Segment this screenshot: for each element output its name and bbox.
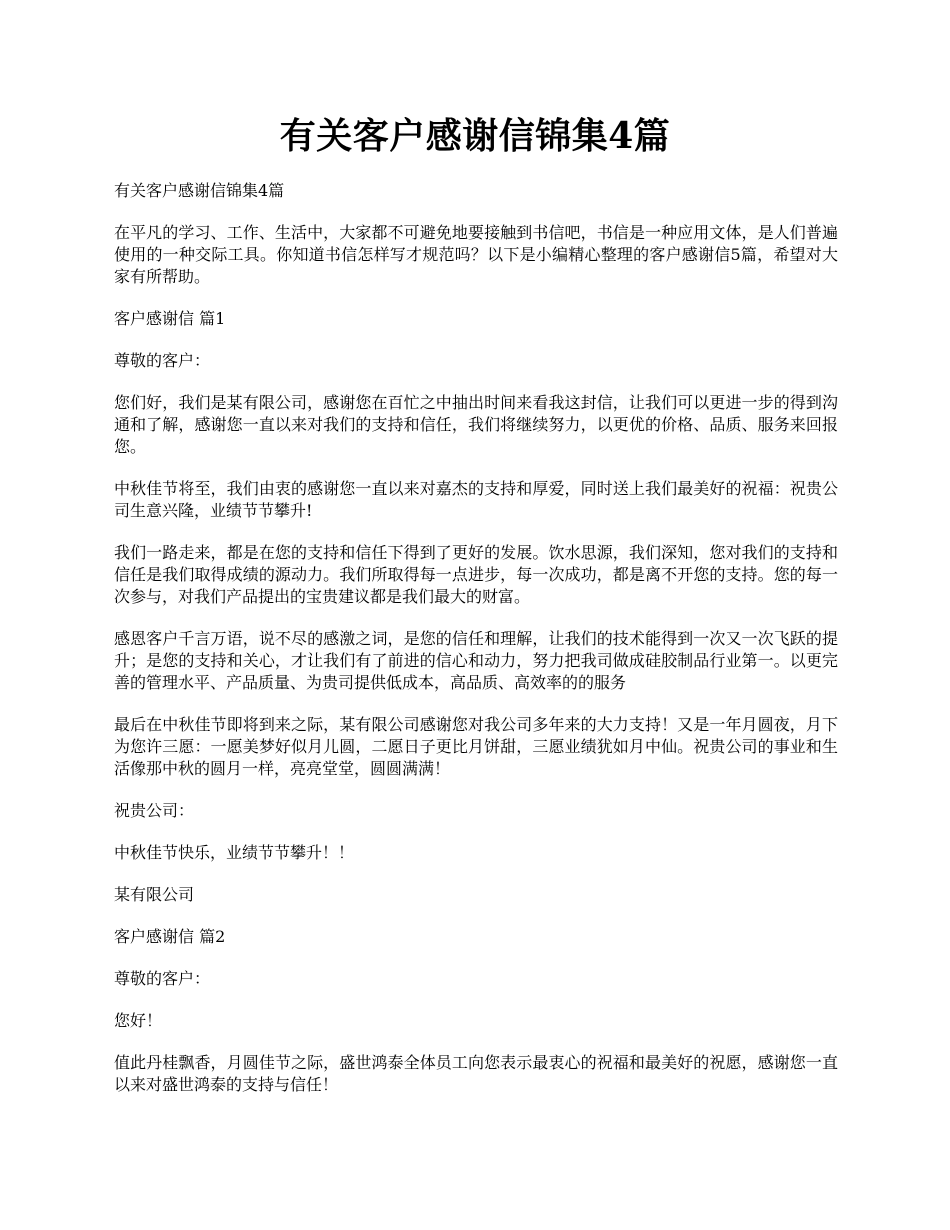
paragraph: 感恩客户千言万语，说不尽的感激之词，是您的信任和理解，让我们的技术能得到一次又一次飞跃的提升；是您的支持和关心，才让我们有了前进的信心和动力，努力把我司做成硅胶制品行业第一。以更完善的管理水平、产品质量、为贵司提供低成本，高品质、高效率的的服务 [114,629,838,692]
section-heading: 客户感谢信 篇2 [114,927,226,946]
paragraph: 您们好，我们是某有限公司，感谢您在百忙之中抽出时间来看我这封信，让我们可以更进一步的得到沟通和了解，感谢您一直以来对我们的支持和信任，我们将继续努力，以更优的价格、品质、服务来回报您。 [114,393,838,456]
section-heading: 客户感谢信 篇1 [114,309,226,328]
paragraph: 我们一路走来，都是在您的支持和信任下得到了更好的发展。饮水思源，我们深知，您对我们的支持和信任是我们取得成绩的源动力。我们所取得每一点进步，每一次成功，都是离不开您的支持。您的每一次参与，对我们产品提出的宝贵建议都是我们最大的财富。 [114,543,838,606]
closing-line: 祝贵公司： [114,801,195,820]
paragraph: 值此丹桂飘香，月圆佳节之际，盛世鸿泰全体员工向您表示最衷心的祝福和最美好的祝愿，感谢您一直以来对盛世鸿泰的支持与信任！ [114,1053,838,1094]
paragraph: 最后在中秋佳节即将到来之际，某有限公司感谢您对我公司多年来的大力支持！又是一年月圆夜，月下为您许三愿：一愿美梦好似月儿圆，二愿日子更比月饼甜，三愿业绩犹如月中仙。祝贵公司的事业和生活像那中秋的圆月一样，亮亮堂堂，圆圆满满！ [114,715,838,778]
paragraph: 有关客户感谢信锦集4篇 [114,181,285,200]
document-body [114,180,838,1116]
paragraph: 在平凡的学习、工作、生活中，大家都不可避免地要接触到书信吧，书信是一种应用文体，是人们普遍使用的一种交际工具。你知道书信怎样写才规范吗？以下是小编精心整理的客户感谢信5篇，希望对大家有所帮助。 [114,223,838,286]
paragraph: 中秋佳节将至，我们由衷的感谢您一直以来对嘉杰的支持和厚爱，同时送上我们最美好的祝福：祝贵公司生意兴隆，业绩节节攀升! [114,479,838,520]
salutation: 尊敬的客户： [114,351,211,370]
greeting: 您好！ [114,1011,163,1030]
salutation: 尊敬的客户： [114,969,211,988]
document-title: 有关客户感谢信锦集4篇 [279,115,671,157]
signature: 某有限公司 [114,885,195,904]
closing-line: 中秋佳节快乐，业绩节节攀升！！ [114,843,355,862]
